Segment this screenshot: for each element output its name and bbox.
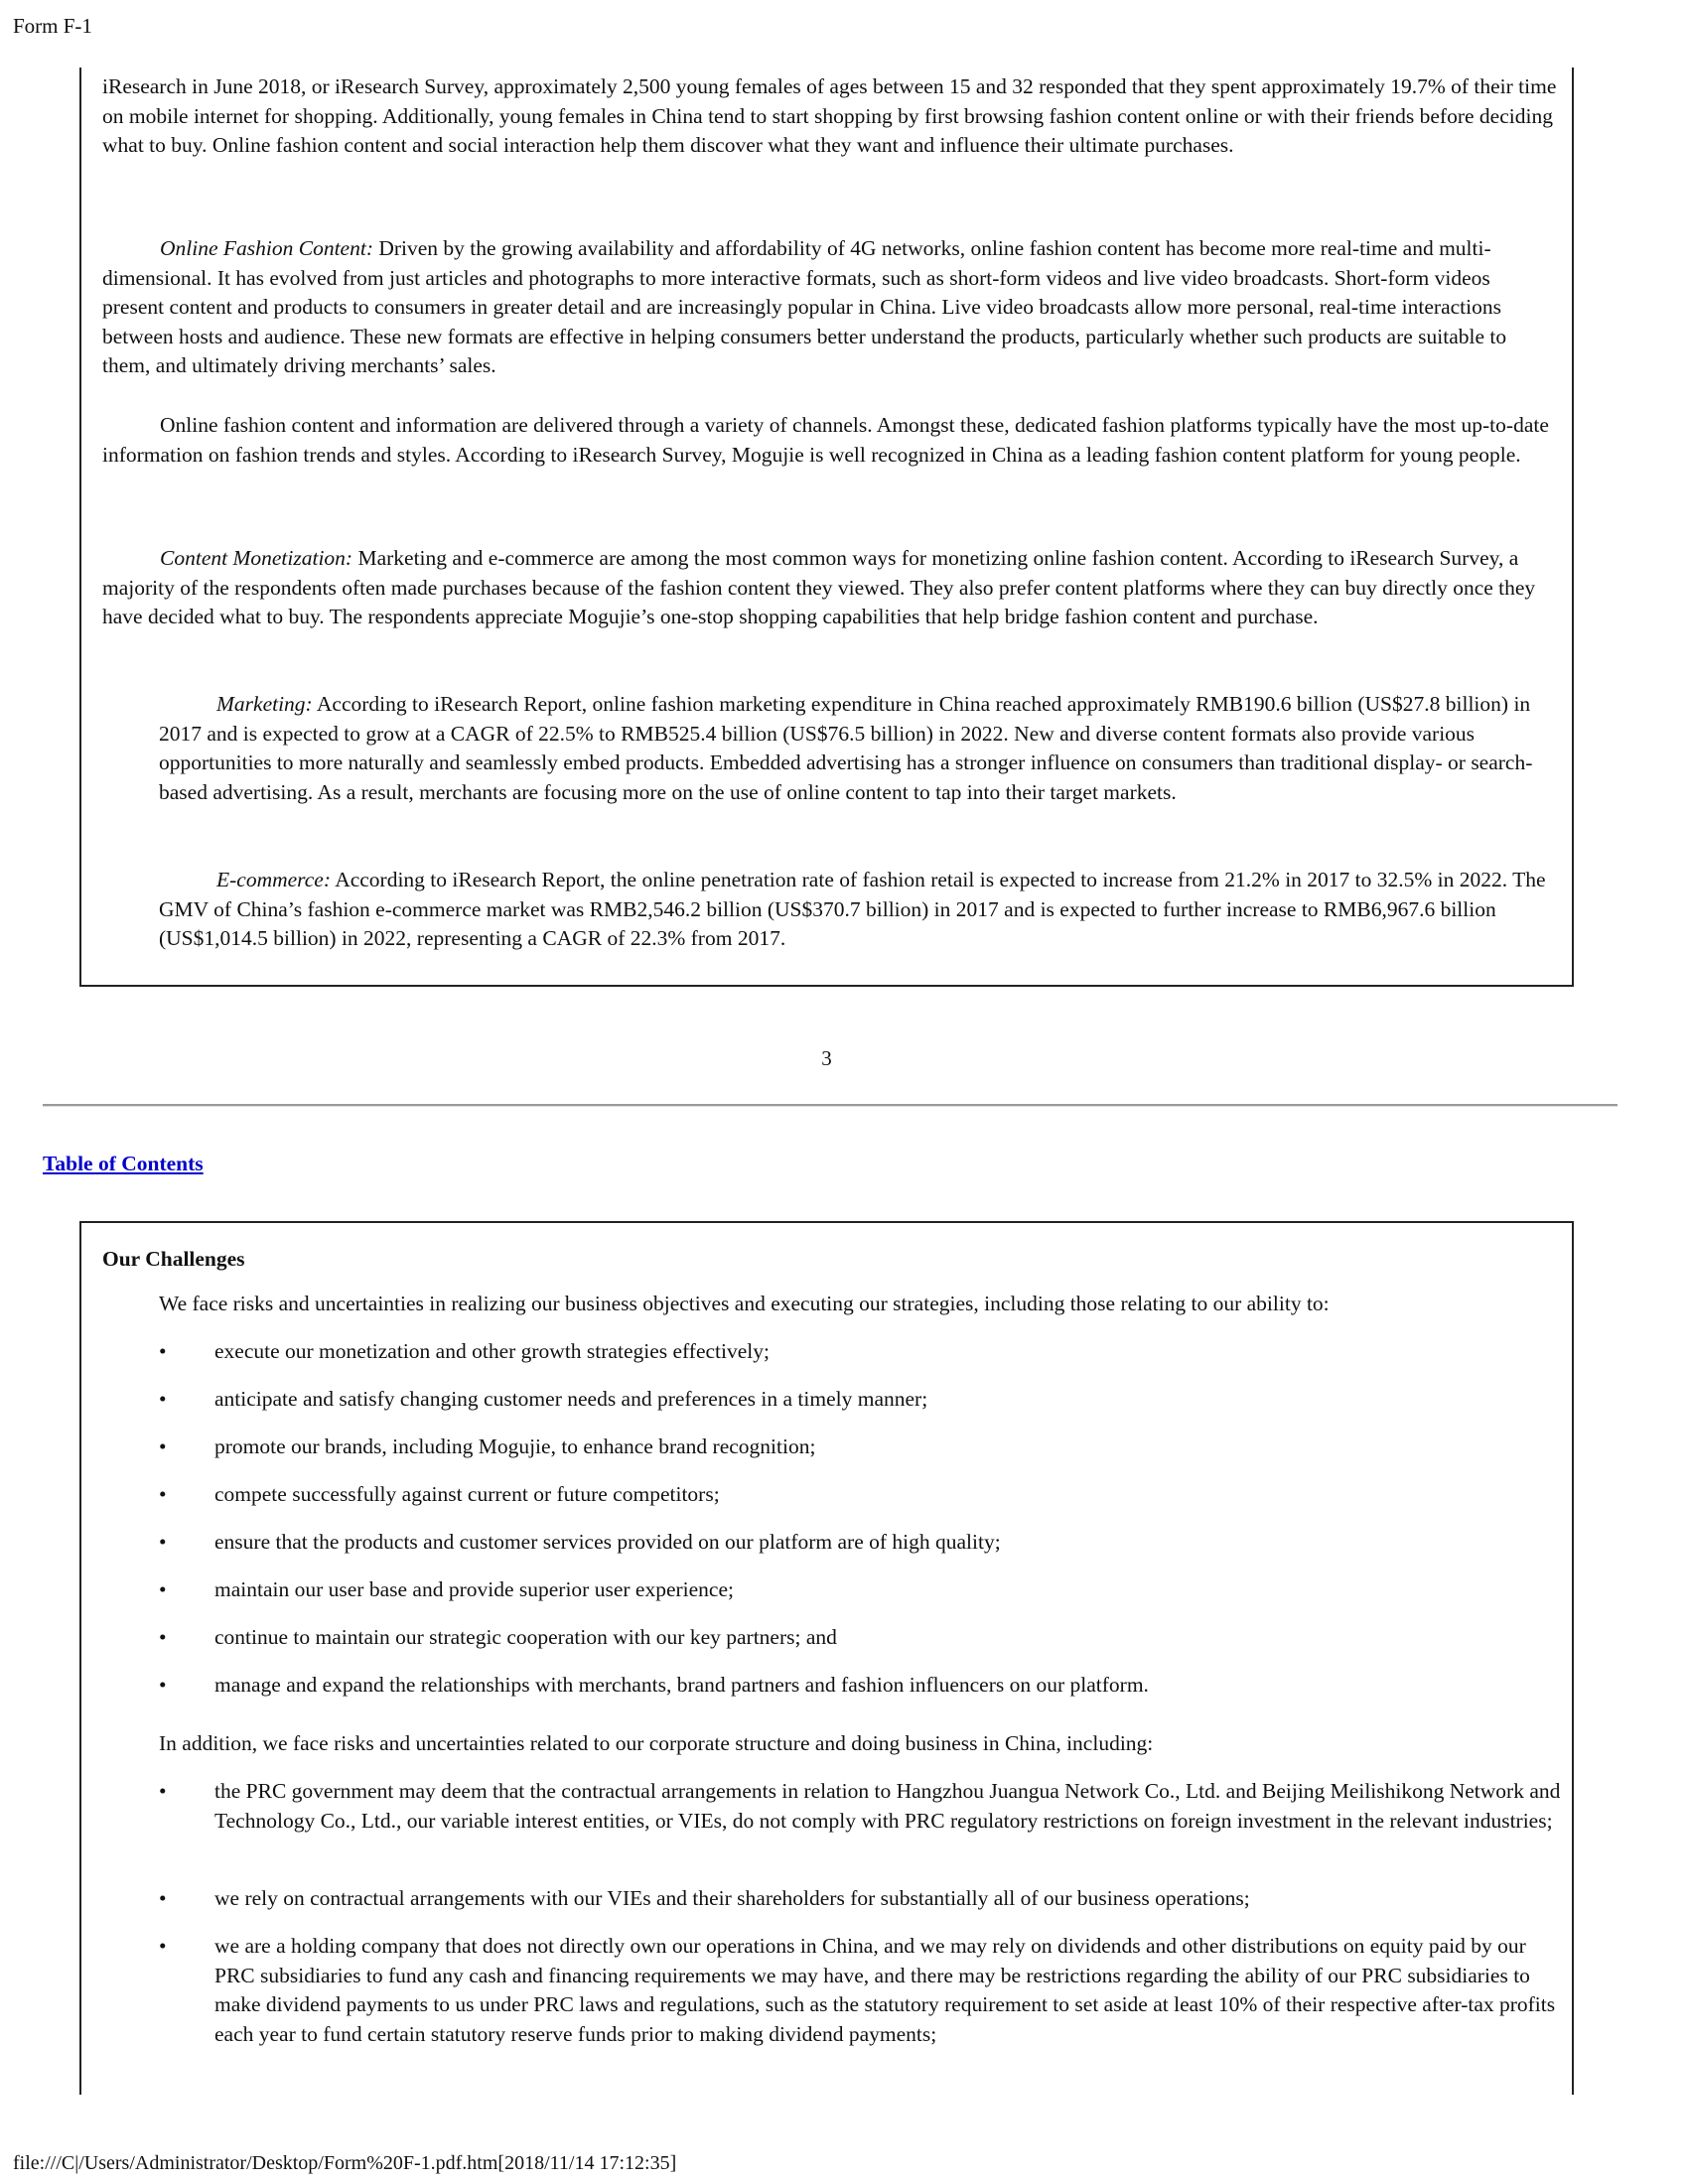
paragraph-title: Marketing:: [216, 692, 313, 716]
list-item-text: manage and expand the relationships with merchants, brand partners and fashion influencers on our platform.: [214, 1673, 1149, 1697]
paragraph-content-monetization: [102, 544, 1557, 632]
list-item-text: compete successfully against current or future competitors;: [214, 1482, 720, 1506]
document-header-label: Form F-1: [13, 14, 92, 38]
list-item: [159, 1433, 1569, 1462]
list-item-text: ensure that the products and customer services provided on our platform are of high quality;: [214, 1530, 1001, 1554]
paragraph-fashion-channels: Online fashion content and information are delivered through a variety of channels. Amongst these, dedicated fashion platforms typically have the most up-to-date information on fashion trends and styles. According to iResearch Survey, Mogujie is well recognized in China as a leading fashion content platform for young people.: [102, 413, 1549, 467]
bullet-icon: •: [159, 1530, 167, 1554]
paragraph-body: Driven by the growing availability and affordability of 4G networks, online fashion content has become more real-time and multi-dimensional. It has evolved from just articles and photographs to more interactive formats, such as short-form videos and live video broadcasts. Short-form videos present content and products to consumers in greater detail and are increasingly popular in China. Live video broadcasts allow more personal, real-time interactions between hosts and audience. These new formats are effective in helping consumers better understand the products, particularly whether such products are suitable to them, and ultimately driving merchants’ sales.: [102, 236, 1507, 377]
paragraph-title: E-commerce:: [216, 868, 331, 891]
bullet-icon: •: [159, 1434, 167, 1458]
page-number: 3: [821, 1046, 832, 1070]
list-item-text: we are a holding company that does not directly own our operations in China, and we may rely on dividends and other distributions on equity paid by our PRC subsidiaries to fund any cash and financing requirements we may have, and there may be restrictions regarding the ability of our PRC subsidiaries to make dividend payments to us under PRC laws and regulations, such as the statutory requirement to set aside at least 10% of their respective after-tax profits each year to fund certain statutory reserve funds prior to making dividend payments;: [214, 1934, 1556, 2046]
list-item-text: we rely on contractual arrangements with our VIEs and their shareholders for substantially all of our business operations;: [214, 1886, 1250, 1910]
list-item: [159, 1671, 1569, 1701]
table-of-contents-link[interactable]: Table of Contents: [43, 1152, 204, 1175]
list-item: [159, 1932, 1569, 2049]
bullet-icon: •: [159, 1934, 167, 1958]
list-item-text: anticipate and satisfy changing customer needs and preferences in a timely manner;: [214, 1387, 928, 1411]
list-item: [159, 1623, 1569, 1653]
paragraph-body: According to iResearch Report, online fashion marketing expenditure in China reached approximately RMB190.6 billion (US$27.8 billion) in 2017 and is expected to grow at a CAGR of 22.5% to RMB525.4 billion (US$76.5 billion) in 2022. New and diverse content formats also provide various opportunities to more naturally and seamlessly embed products. Embedded advertising has a stronger influence on consumers than traditional display- or search-based advertising. As a result, merchants are focusing more on the use of online content to tap into their target markets.: [159, 692, 1533, 804]
list-item: [159, 1385, 1569, 1415]
list-item: [159, 1575, 1569, 1605]
bullet-icon: •: [159, 1387, 167, 1411]
list-item: [159, 1777, 1569, 1836]
bullet-icon: •: [159, 1779, 167, 1803]
bullet-icon: •: [159, 1625, 167, 1649]
list-item: [159, 1528, 1569, 1558]
footer-file-path: file:///C|/Users/Administrator/Desktop/Form%20F-1.pdf.htm[2018/11/14 17:12:35]: [13, 2152, 677, 2174]
page-divider: [43, 1104, 1618, 1107]
bullet-icon: •: [159, 1339, 167, 1363]
paragraph-body: Marketing and e-commerce are among the most common ways for monetizing online fashion content. According to iResearch Survey, a majority of the respondents often made purchases because of the fashion content they viewed. They also prefer content platforms where they can buy directly once they have decided what to buy. The respondents appreciate Mogujie’s one-stop shopping capabilities that help bridge fashion content and purchase.: [102, 546, 1536, 628]
paragraph-e-commerce: [159, 866, 1559, 954]
list-item: [159, 1337, 1569, 1367]
paragraph-title: Content Monetization:: [160, 546, 353, 570]
summary-box-top: [79, 68, 1574, 987]
list-item-text: promote our brands, including Mogujie, to enhance brand recognition;: [214, 1434, 816, 1458]
section-heading-our-challenges: Our Challenges: [102, 1247, 245, 1271]
paragraph-iresearch-survey: iResearch in June 2018, or iResearch Survey, approximately 2,500 young females of ages between 15 and 32 responded that they spent approximately 19.7% of their time on mobile internet for shopping. Additionally, young females in China tend to start shopping by first browsing fashion content online or with their friends before deciding what to buy. Online fashion content and social interaction help them discover what they want and influence their ultimate purchases.: [102, 74, 1557, 157]
list-item-text: continue to maintain our strategic cooperation with our key partners; and: [214, 1625, 837, 1649]
list-item: [159, 1480, 1569, 1510]
bullet-icon: •: [159, 1673, 167, 1697]
paragraph-body: According to iResearch Report, the online penetration rate of fashion retail is expected to increase from 21.2% in 2017 to 32.5% in 2022. The GMV of China’s fashion e-commerce market was RMB2,546.2 billion (US$370.7 billion) in 2017 and is expected to further increase to RMB6,967.6 billion (US$1,014.5 billion) in 2022, representing a CAGR of 22.3% from 2017.: [159, 868, 1546, 950]
bullet-icon: •: [159, 1886, 167, 1910]
challenges-intro: We face risks and uncertainties in realizing our business objectives and executing our strategies, including those relating to our ability to:: [159, 1292, 1330, 1315]
paragraph-title: Online Fashion Content:: [160, 236, 373, 260]
list-item-text: maintain our user base and provide superior user experience;: [214, 1577, 734, 1601]
bullet-icon: •: [159, 1577, 167, 1601]
corporate-structure-intro: In addition, we face risks and uncertainties related to our corporate structure and doing business in China, including:: [159, 1731, 1154, 1755]
list-item-text: execute our monetization and other growth strategies effectively;: [214, 1339, 770, 1363]
paragraph-marketing: [159, 690, 1559, 807]
list-item: [159, 1884, 1569, 1914]
paragraph-online-fashion-content: [102, 234, 1557, 381]
list-item-text: the PRC government may deem that the contractual arrangements in relation to Hangzhou Juangua Network Co., Ltd. and Beijing Meilishikong Network and Technology Co., Ltd., our variable interest entities, or VIEs, do not comply with PRC regulatory restrictions on foreign investment in the relevant industries;: [214, 1779, 1561, 1833]
bullet-icon: •: [159, 1482, 167, 1506]
